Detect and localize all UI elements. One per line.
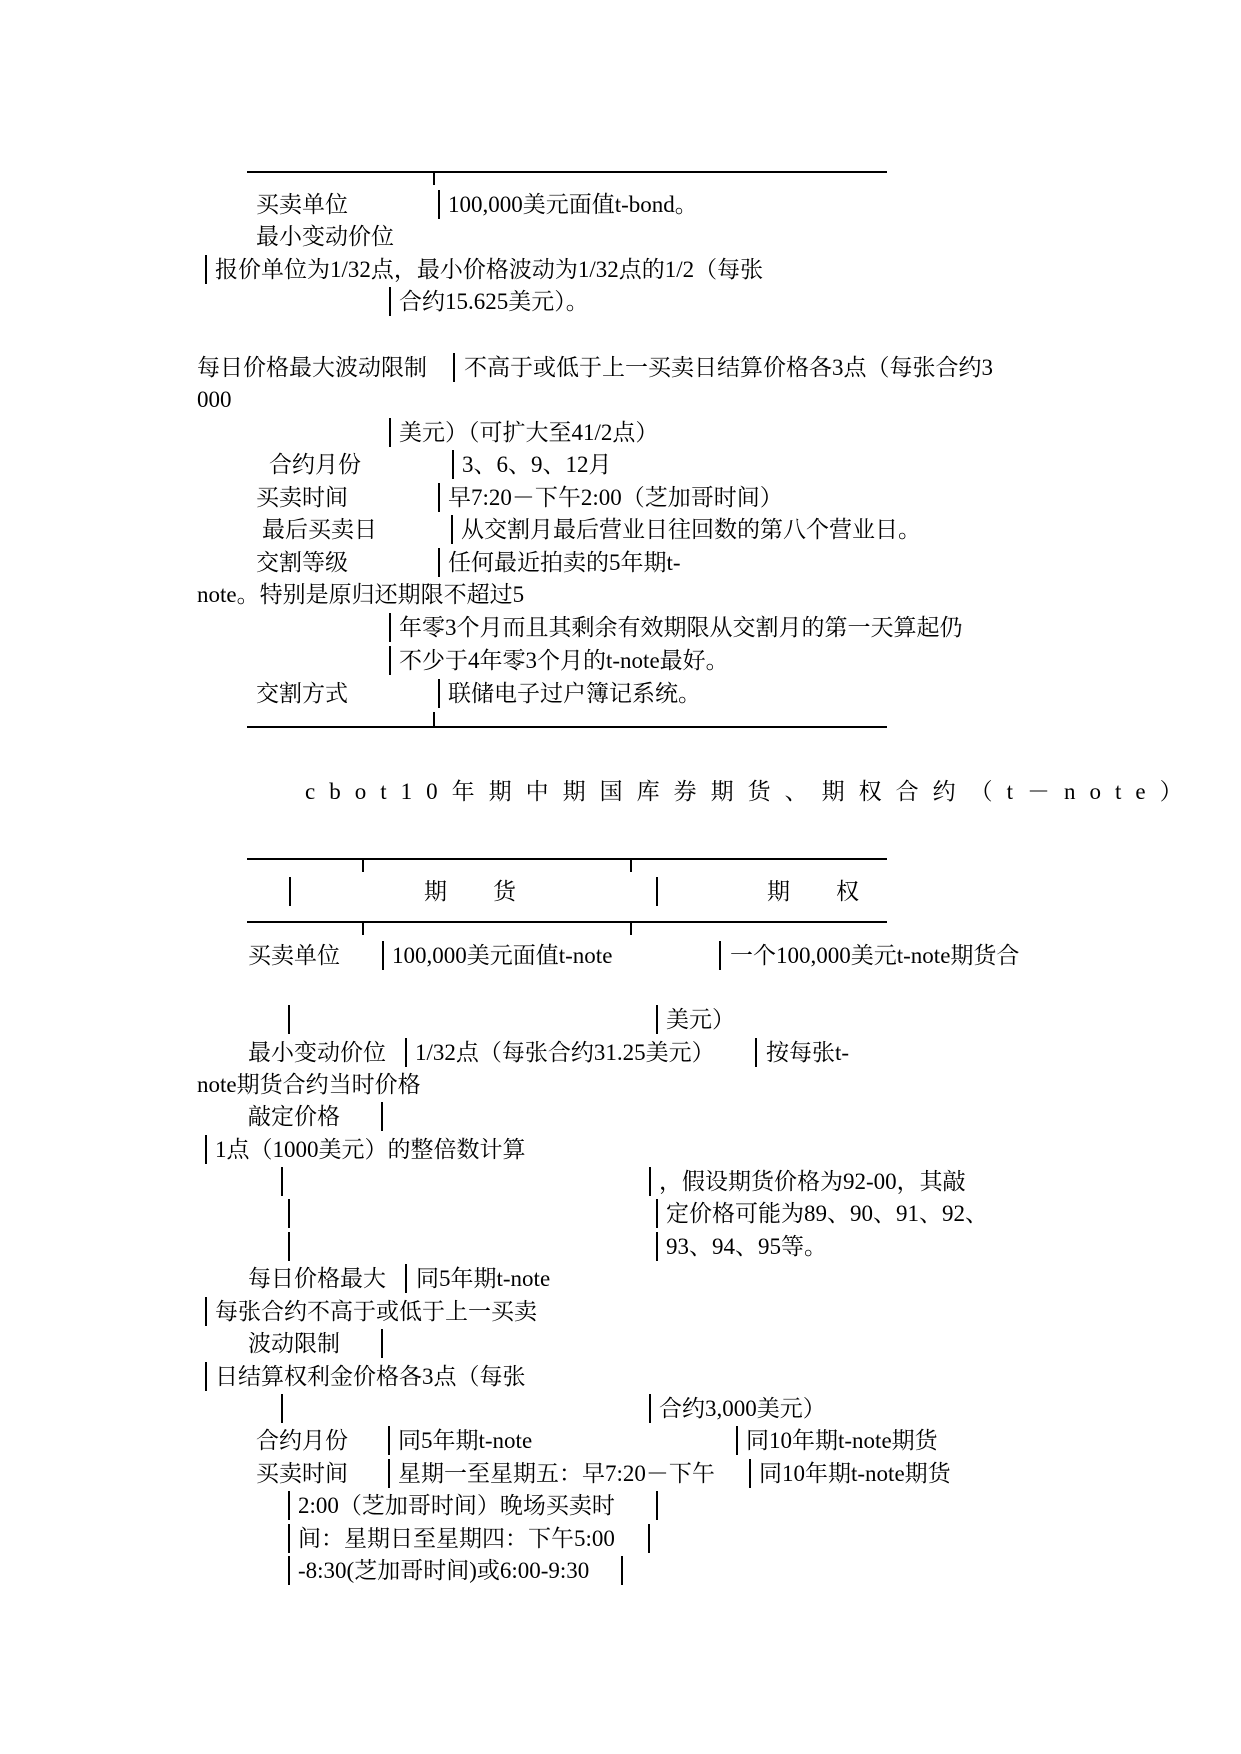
- table2-header-bar: [289, 877, 291, 906]
- t1-trading-unit-value: 100,000美元面值t-bond。: [448, 192, 698, 217]
- t2-trading-hours-futures-2: 2:00（芝加哥时间）晚场买卖时: [298, 1493, 615, 1518]
- t2-strike-options-1: 1点（1000美元）的整倍数计算: [215, 1137, 526, 1162]
- t1-min-tick-label: 最小变动价位: [256, 224, 394, 249]
- t1-daily-limit-value-3: 美元）（可扩大至41/2点）: [399, 420, 659, 445]
- t1-daily-limit-value-2: 000: [197, 387, 232, 412]
- t2-contract-months-label: 合约月份: [256, 1428, 348, 1453]
- table2-cell-bar: [656, 1005, 658, 1034]
- table2-col-divider: [362, 921, 364, 935]
- t2-strike-options-3: 定价格可能为89、90、91、92、: [666, 1201, 988, 1226]
- table1-cell-bar: [438, 679, 440, 708]
- table1-bottom-rule: [247, 726, 887, 728]
- table1-cell-bar: [453, 353, 455, 382]
- t2-min-tick-label: 最小变动价位: [248, 1040, 386, 1065]
- table2-cell-bar: [656, 1491, 658, 1520]
- table2-cell-bar: [649, 1394, 651, 1423]
- table2-cell-bar: [719, 941, 721, 970]
- t2-daily-limit-options-2: 日结算权利金价格各3点（每张: [215, 1364, 526, 1389]
- t2-trading-unit-futures: 100,000美元面值t-note: [392, 943, 613, 968]
- table1-col-divider: [433, 712, 435, 726]
- t1-trading-unit-label: 买卖单位: [256, 192, 348, 217]
- table2-cell-bar: [281, 1394, 283, 1423]
- table2-col-divider: [630, 858, 632, 872]
- t1-min-tick-value-1: 报价单位为1/32点，最小价格波动为1/32点的1/2（每张: [215, 257, 764, 282]
- table1-cell-bar: [389, 418, 391, 447]
- table2-cell-bar: [656, 1232, 658, 1261]
- table2-cell-bar: [205, 1135, 207, 1164]
- table1-cell-bar: [451, 515, 453, 544]
- t2-strike-options-2: ，假设期货价格为92-00，其敲: [659, 1169, 966, 1194]
- table2-cell-bar: [621, 1556, 623, 1585]
- t2-trading-unit-label: 买卖单位: [248, 943, 340, 968]
- table2-cell-bar: [405, 1038, 407, 1067]
- t2-strike-options-4: 93、94、95等。: [666, 1234, 827, 1259]
- t1-contract-months-value: 3、6、9、12月: [462, 452, 612, 477]
- t2-min-tick-options-2: note期货合约当时价格: [197, 1072, 421, 1097]
- table1-cell-bar: [452, 450, 454, 479]
- t2-trading-hours-futures-4: -8:30(芝加哥时间)或6:00-9:30: [298, 1558, 590, 1583]
- table2-cell-bar: [405, 1264, 407, 1293]
- t1-deliverable-grade-value-3: 年零3个月而且其剩余有效期限从交割月的第一天算起仍: [399, 615, 963, 640]
- table2-cell-bar: [749, 1459, 751, 1488]
- table1-cell-bar: [438, 548, 440, 577]
- t1-contract-months-label: 合约月份: [269, 452, 361, 477]
- t2-header-futures: 期 货: [424, 879, 516, 904]
- table1-col-divider: [433, 171, 435, 185]
- t1-trading-hours-value: 早7:20－下午2:00（芝加哥时间）: [448, 485, 783, 510]
- t2-trading-hours-futures-1: 星期一至星期五：早7:20－下午: [398, 1461, 715, 1486]
- t2-daily-limit-options-3: 合约3,000美元）: [659, 1396, 826, 1421]
- table1-cell-bar: [389, 613, 391, 642]
- table2-cell-bar: [656, 1199, 658, 1228]
- t1-deliverable-grade-value-1: 任何最近拍卖的5年期t-: [448, 550, 681, 575]
- table2-cell-bar: [288, 1524, 290, 1553]
- table2-cell-bar: [755, 1038, 757, 1067]
- t2-contract-months-options: 同10年期t-note期货: [746, 1428, 938, 1453]
- table2-cell-bar: [288, 1232, 290, 1261]
- table2-title: cbot10年期中期国库券期货、期权合约（t－note）: [305, 779, 1197, 804]
- t2-trading-hours-options: 同10年期t-note期货: [759, 1461, 951, 1486]
- table2-cell-bar: [288, 1491, 290, 1520]
- t1-min-tick-value-2: 合约15.625美元）。: [399, 289, 589, 314]
- table2-col-divider: [630, 921, 632, 935]
- table1-cell-bar: [389, 287, 391, 316]
- table2-cell-bar: [388, 1459, 390, 1488]
- table1-cell-bar: [438, 190, 440, 219]
- t2-strike-label: 敲定价格: [248, 1104, 340, 1129]
- table2-cell-bar: [736, 1426, 738, 1455]
- table1-top-rule: [247, 171, 887, 173]
- t2-contract-months-futures: 同5年期t-note: [398, 1428, 533, 1453]
- t1-last-trading-day-value: 从交割月最后营业日往回数的第八个营业日。: [461, 517, 921, 542]
- table2-cell-bar: [649, 1167, 651, 1196]
- t2-trading-hours-futures-3: 间：星期日至星期四：下午5:00: [298, 1526, 615, 1551]
- t2-trading-unit-options-2: 美元）: [666, 1007, 735, 1032]
- t1-delivery-method-label: 交割方式: [256, 681, 348, 706]
- table2-cell-bar: [288, 1556, 290, 1585]
- table1-cell-bar: [389, 646, 391, 675]
- table2-cell-bar: [381, 1102, 383, 1131]
- t2-daily-limit-futures: 同5年期t-note: [416, 1266, 551, 1291]
- t2-min-tick-options-1: 按每张t-: [766, 1040, 850, 1065]
- t2-header-options: 期 权: [767, 879, 859, 904]
- t1-daily-limit-label: 每日价格最大波动限制: [197, 355, 427, 380]
- table2-cell-bar: [205, 1362, 207, 1391]
- t2-daily-limit-label-2: 波动限制: [248, 1331, 340, 1356]
- t1-deliverable-grade-label: 交割等级: [256, 550, 348, 575]
- t1-last-trading-day-label: 最后买卖日: [262, 517, 377, 542]
- table2-col-divider: [362, 858, 364, 872]
- t2-min-tick-futures: 1/32点（每张合约31.25美元）: [415, 1040, 715, 1065]
- t2-trading-unit-options-1: 一个100,000美元t-note期货合: [730, 943, 1020, 968]
- table2-cell-bar: [388, 1426, 390, 1455]
- t2-trading-hours-label: 买卖时间: [256, 1461, 348, 1486]
- t2-daily-limit-options-1: 每张合约不高于或低于上一买卖: [215, 1299, 537, 1324]
- t1-deliverable-grade-value-4: 不少于4年零3个月的t-note最好。: [399, 648, 729, 673]
- table1-cell-bar: [438, 483, 440, 512]
- table1-cell-bar: [205, 255, 207, 284]
- table2-cell-bar: [288, 1199, 290, 1228]
- table2-cell-bar: [205, 1297, 207, 1326]
- table2-cell-bar: [382, 941, 384, 970]
- t2-daily-limit-label-1: 每日价格最大: [248, 1266, 386, 1291]
- table2-header-bar: [656, 877, 658, 906]
- table2-cell-bar: [648, 1524, 650, 1553]
- table2-cell-bar: [281, 1167, 283, 1196]
- t1-trading-hours-label: 买卖时间: [256, 485, 348, 510]
- t1-delivery-method-value: 联储电子过户簿记系统。: [448, 681, 701, 706]
- table2-cell-bar: [288, 1005, 290, 1034]
- t1-daily-limit-value-1: 不高于或低于上一买卖日结算价格各3点（每张合约3: [464, 355, 993, 380]
- table2-top-rule: [247, 858, 887, 860]
- table2-header-rule: [247, 921, 887, 923]
- table2-cell-bar: [381, 1329, 383, 1358]
- t1-deliverable-grade-value-2: note。特别是原归还期限不超过5: [197, 582, 525, 607]
